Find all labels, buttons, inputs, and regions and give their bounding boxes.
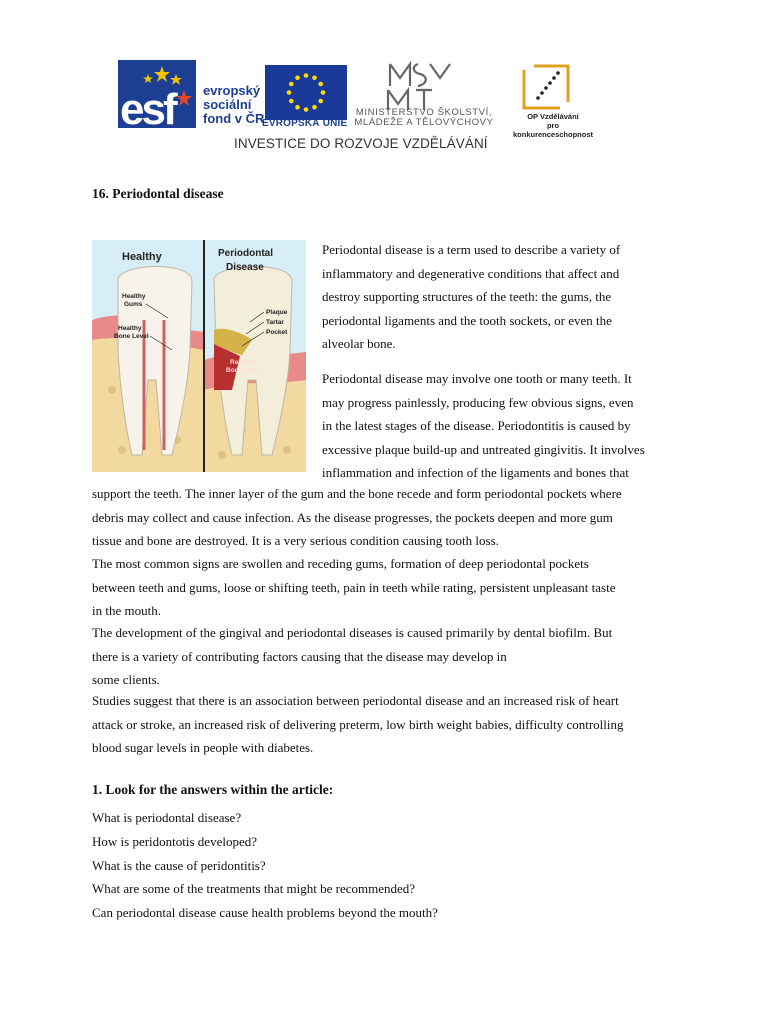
- eu-star-icon: [318, 99, 323, 104]
- questions-heading: 1. Look for the answers within the article:: [92, 782, 334, 797]
- question-item: Can periodontal disease cause health problems beyond the mouth?: [92, 905, 438, 921]
- label-healthy-gums-2: Gums: [124, 301, 143, 308]
- eu-star-icon: [304, 73, 309, 78]
- label-tartar: Tartar: [266, 319, 284, 326]
- paragraph-4: The development of the gingival and periodontal diseases is caused primarily by dental biofilm. But there is a variety of contributing factors causing that the disease may develop in some clients.: [92, 625, 613, 687]
- question-item: What is the cause of peridontitis?: [92, 857, 266, 873]
- paragraph-2-wide: support the teeth. The inner layer of the gum and the bone recede and form periodontal pockets where debris may collect and cause infection. As the disease progresses, the pockets deepen and more gum tissue and bone are destroyed. It is a very serious condition causing tooth loss.: [92, 486, 622, 548]
- eu-star-icon: [304, 107, 309, 112]
- figure-title-healthy: Healthy: [122, 251, 162, 263]
- eu-flag-icon: [265, 65, 347, 120]
- eu-star-icon: [295, 75, 300, 80]
- eu-star-icon: [289, 82, 294, 87]
- paragraph-5: Studies suggest that there is an association between periodontal disease and an increased risk of heart attack or stroke, an increased risk of delivering preterm, low birth weight babies, difficulty controlling blood sugar levels in people with diabetes.: [92, 693, 624, 755]
- figure-title-periodontal-1: Periodontal: [218, 248, 274, 259]
- label-healthy-gums-1: Healthy: [122, 293, 146, 300]
- label-pocket: Pocket: [266, 329, 288, 336]
- label-reduced-2: Bone Level: [226, 367, 261, 374]
- eu-star-icon: [312, 75, 317, 80]
- svg-text:esf: esf: [120, 85, 175, 128]
- msmt-label: MINISTERSTVO ŠKOLSTVÍ, MLÁDEŽE A TĚLOVÝCHOVY: [354, 107, 494, 128]
- header-logos: [0, 0, 770, 160]
- figure-title-periodontal-2: Disease: [226, 262, 264, 273]
- periodontal-diagram: [92, 240, 306, 472]
- label-plaque: Plaque: [266, 309, 288, 316]
- eu-star-icon: [289, 99, 294, 104]
- eu-label: EVROPSKÁ UNIE: [262, 118, 348, 129]
- eu-star-icon: [287, 90, 292, 95]
- article-title: 16. Periodontal disease: [92, 186, 224, 201]
- esf-logo-icon: [118, 60, 196, 128]
- label-healthy-bone-2: Bone Level: [114, 333, 149, 340]
- paragraph-3: The most common signs are swollen and receding gums, formation of deep periodontal pockets between teeth and gums, loose or shifting teeth, pain in teeth while rating, persistent unpleasant taste in the mouth.: [92, 556, 616, 618]
- questions-list: [92, 806, 438, 925]
- eu-star-icon: [321, 90, 326, 95]
- question-item: What are some of the treatments that might be recommended?: [92, 881, 416, 897]
- label-healthy-bone-1: Healthy: [118, 325, 142, 332]
- esf-logo-text: evropský sociální fond v ČR: [203, 83, 265, 126]
- op-logo-icon: [520, 62, 572, 112]
- investice-banner: INVESTICE DO ROZVOJE VZDĚLÁVÁNÍ: [234, 136, 488, 151]
- eu-star-icon: [312, 105, 317, 110]
- paragraph-2-narrow: Periodontal disease may involve one tooth or many teeth. It may progress painlessly, producing few obvious signs, even in the latest stages of the disease. Periodontitis is caused by excessive plaque build-up and untreated gingivitis. It involves inflammation and infection of the ligaments and bones that: [322, 371, 645, 480]
- eu-star-icon: [318, 82, 323, 87]
- msmt-logo-icon: [384, 60, 460, 112]
- eu-star-icon: [295, 105, 300, 110]
- question-item: What is periodontal disease?: [92, 810, 242, 825]
- paragraph-1: Periodontal disease is a term used to describe a variety of inflammatory and degenerative conditions that affect and destroy supporting structures of the teeth: the gums, the periodontal ligaments and the tooth sockets, or even the alveolar bone.: [322, 242, 621, 351]
- question-item: How is peridontotis developed?: [92, 833, 257, 849]
- op-label: OP Vzdělávání pro konkurenceschopnost: [512, 112, 594, 139]
- label-reduced-1: Reduced: [230, 359, 258, 366]
